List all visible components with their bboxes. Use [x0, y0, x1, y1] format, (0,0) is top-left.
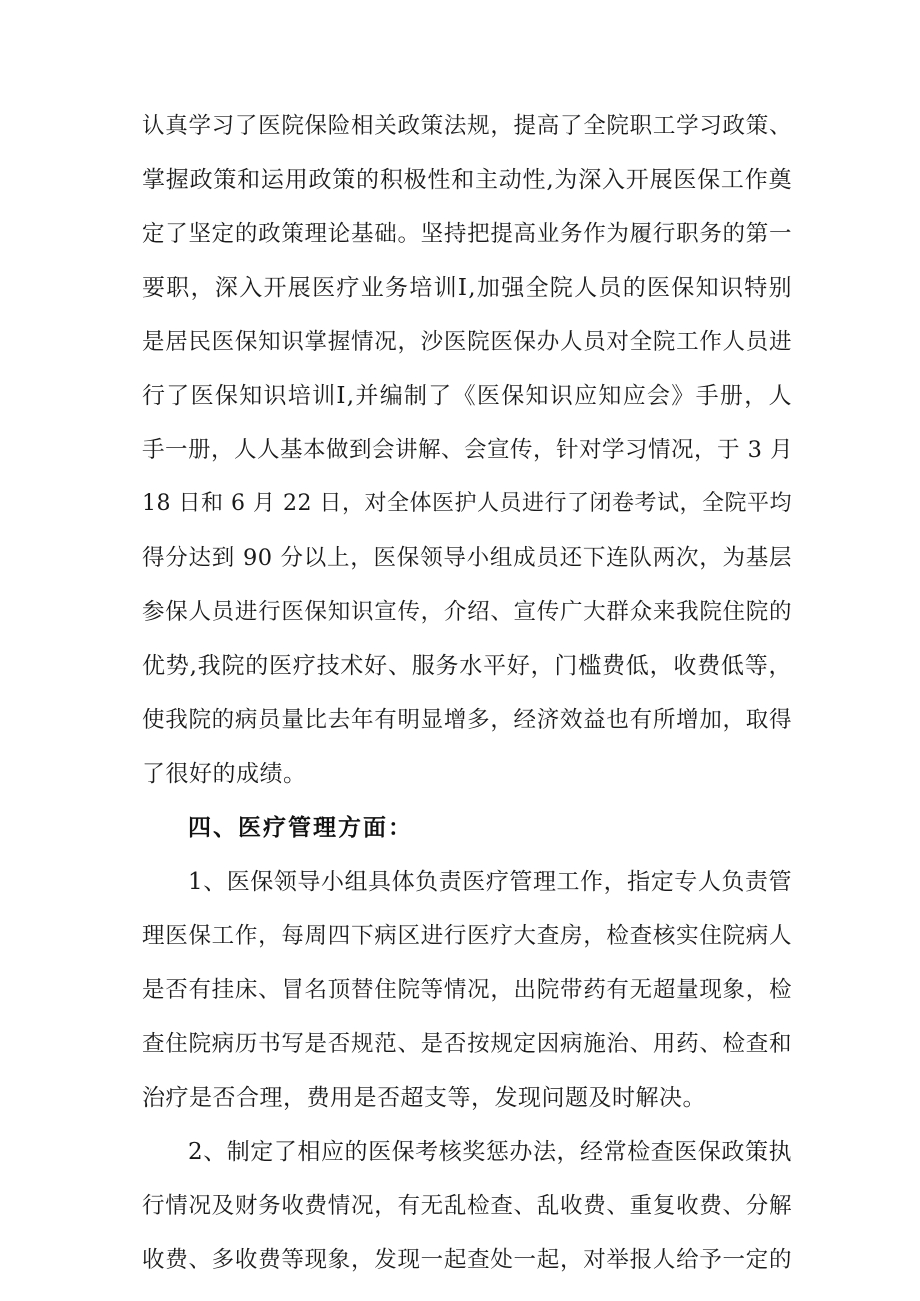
paragraph-1-line-4: 要职，深入开展医疗业务培训Ⅰ,加强全院人员的医保知识特别 [142, 275, 792, 301]
paragraph-2-line-1: 1、医保领导小组具体负责医疗管理工作，指定专人负责管 [188, 869, 792, 895]
paragraph-2-line-2: 理医保工作，每周四下病区进行医疗大查房，检查核实住院病人 [142, 923, 792, 949]
paragraph-2-line-4: 查住院病历书写是否规范、是否按规定因病施治、用药、检查和 [142, 1031, 792, 1057]
paragraph-3-line-1: 2、制定了相应的医保考核奖惩办法，经常检查医保政策执 [188, 1139, 792, 1165]
paragraph-1-line-8: 18 日和 6 月 22 日，对全体医护人员进行了闭卷考试，全院平均 [142, 491, 792, 516]
paragraph-1-line-6: 行了医保知识培训Ⅰ,并编制了《医保知识应知应会》手册，人 [142, 383, 792, 409]
paragraph-3-line-3: 收费、多收费等现象，发现一起查处一起，对举报人给予一定的 [142, 1247, 792, 1273]
paragraph-2-line-5: 治疗是否合理，费用是否超支等，发现问题及时解决。 [142, 1085, 706, 1111]
paragraph-1-line-12: 使我院的病员量比去年有明显增多，经济效益也有所增加，取得 [142, 707, 792, 733]
paragraph-1-line-7: 手一册，人人基本做到会讲解、会宣传，针对学习情况，于 3 月 [142, 437, 794, 463]
paragraph-3-line-2: 行情况及财务收费情况，有无乱检查、乱收费、重复收费、分解 [142, 1193, 792, 1219]
paragraph-2-line-3: 是否有挂床、冒名顶替住院等情况，出院带药有无超量现象，检 [142, 977, 792, 1003]
paragraph-1-line-10: 参保人员进行医保知识宣传，介绍、宣传广大群众来我院住院的 [142, 599, 792, 625]
paragraph-1-line-2: 掌握政策和运用政策的积极性和主动性,为深入开展医保工作奠 [142, 167, 792, 193]
paragraph-1-line-11: 优势,我院的医疗技术好、服务水平好，门槛费低，收费低等， [142, 653, 792, 679]
section-heading: 四、医疗管理方面： [188, 815, 413, 841]
paragraph-1-line-9: 得分达到 90 分以上，医保领导小组成员还下连队两次，为基层 [142, 545, 792, 571]
paragraph-1-line-5: 是居民医保知识掌握情况，沙医院医保办人员对全院工作人员进 [142, 329, 792, 355]
paragraph-1-line-3: 定了坚定的政策理论基础。坚持把提高业务作为履行职务的第一 [142, 221, 792, 247]
paragraph-1-line-1: 认真学习了医院保险相关政策法规，提高了全院职工学习政策、 [142, 113, 792, 139]
paragraph-1-line-13: 了很好的成绩。 [142, 761, 307, 787]
